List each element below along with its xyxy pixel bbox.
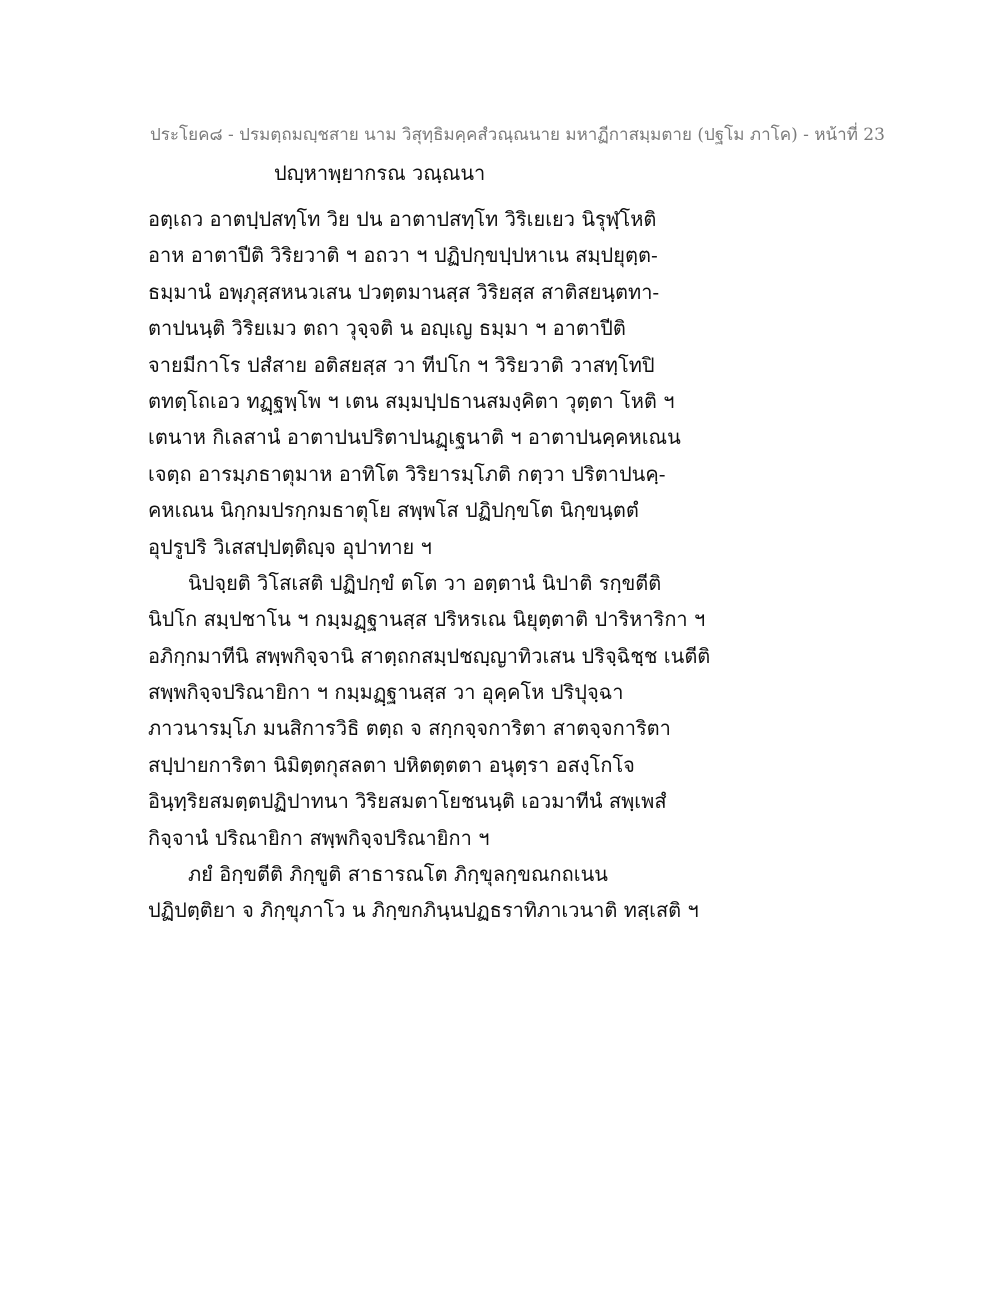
section-title: ปญฺหาพฺยากรณ วณฺณนา bbox=[274, 161, 486, 185]
text-line: นิปโก สมฺปชาโน ฯ กมฺมฏฺฐานสฺส ปริหรเณ นิยุตฺตาติ ปาริหาริกา ฯ bbox=[148, 607, 706, 632]
text-line: ธมฺมานํ อพฺภุสฺสหนวเสน ปวตฺตมานสฺส วิริยสฺส สาติสยนฺตทา- bbox=[148, 279, 660, 304]
text-line: ปฏิปตฺติยา จ ภิกฺขุภาโว น ภิกฺขกภินฺนปฏธราทิภาเวนาติ ทสฺเสติ ฯ bbox=[148, 898, 699, 923]
text-line: อุปรูปริ วิเสสปฺปตฺติญฺจ อุปาทาย ฯ bbox=[148, 534, 432, 559]
text-line: ตทตฺโถเอว ทฏฺฐพฺโพ ฯ เตน สมฺมปฺปธานสมงฺคิตา วุตฺตา โหติ ฯ bbox=[148, 388, 675, 413]
text-line: อตฺเถว อาตปฺปสทฺโท วิย ปน อาตาปสทฺโท วิริเยเยว นิรุฬฺโหติ bbox=[148, 207, 657, 231]
text-line: อภิกฺกมาทีนิ สพฺพกิจฺจานิ สาตฺถกสมฺปชญฺญาทิวเสน ปริจฺฉิชฺช เนตีติ bbox=[148, 643, 711, 668]
paragraph-start-line: ภยํ อิกฺขตีติ ภิกฺขูติ สาธารณโต ภิกฺขุลกฺขณกถเนน bbox=[188, 862, 608, 887]
text-line: อินฺทฺริยสมตฺตปฏิปาทนา วิริยสมตาโยชนนฺติ เอวมาทีนํ สพฺเพสํ bbox=[148, 789, 667, 814]
paragraph-start-line: นิปจฺยติ วิโสเสติ ปฏิปกฺขํ ตโต วา อตฺตานํ นิปาติ รกฺขตีติ bbox=[188, 570, 662, 595]
text-line: สพฺพกิจฺจปริณายิกา ฯ กมฺมฏฺฐานสฺส วา อุคฺคโห ปริปุจฺฉา bbox=[148, 680, 624, 705]
text-line: เตนาห กิเลสานํ อาตาปนปริตาปนฏฺเฐนาติ ฯ อาตาปนคฺคหเณน bbox=[148, 425, 681, 450]
text-line: ภาวนารมฺโภ มนสิการวิธิ ตตฺถ จ สกฺกจฺจการิตา สาตจฺจการิตา bbox=[148, 716, 671, 741]
text-line: คหเณน นิกฺกมปรกฺกมธาตุโย สพฺพโส ปฏิปกฺขโต นิกฺขนฺตตํ bbox=[148, 498, 639, 523]
text-line: กิจฺจานํ ปริณายิกา สพฺพกิจฺจปริณายิกา ฯ bbox=[148, 825, 490, 850]
text-line: จายมีกาโร ปสํสาย อติสยสฺส วา ทีปโก ฯ วิริยวาติ วาสทฺโทปิ bbox=[148, 352, 655, 377]
text-line: อาห อาตาปีติ วิริยวาติ ฯ อถวา ฯ ปฏิปกฺขปฺปหาเน สมฺปยุตฺต- bbox=[148, 243, 658, 268]
page-header: ประโยค๘ - ปรมตฺถมญฺชสาย นาม วิสุทฺธิมคฺคสํวณฺณนาย มหาฏีกาสมฺมตาย (ปฐโม ภาโค) - หน้าที่ 23 bbox=[150, 125, 885, 145]
text-line: ตาปนนฺติ วิริยเมว ตถา วุจฺจติ น อญฺเญ ธมฺมา ฯ อาตาปีติ bbox=[148, 316, 626, 341]
body-text bbox=[148, 201, 868, 929]
text-line: เจตฺถ อารมฺภธาตุมาห อาทิโต วิริยารมฺโภติ กตฺวา ปริตาปนคฺ- bbox=[148, 461, 666, 486]
text-line: สปฺปายการิตา นิมิตฺตกุสลตา ปหิตตฺตตา อนุตฺรา อสงฺโกโจ bbox=[148, 752, 635, 777]
